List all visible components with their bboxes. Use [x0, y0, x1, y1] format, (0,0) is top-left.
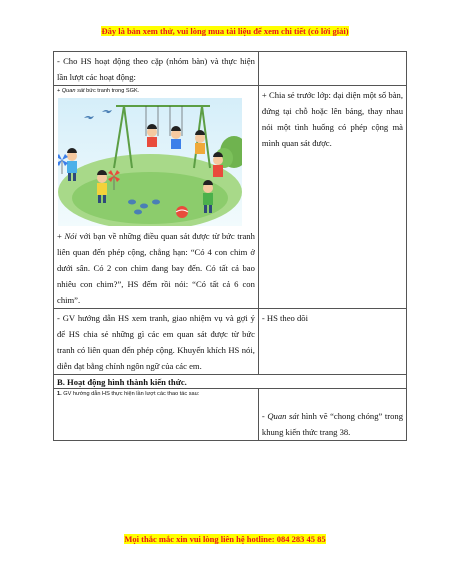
say-with-friend: + Nói với bạn về những điều quan sát được từ bức tranh liên quan đến phép cộng, chẳng hạn: “Có 4 con chim ở dưới sân. Có 2 con chim đang bay đến. Có tất cả bao nhiêu con chim?”, HS đếm rồi nói: “Có tất cả 6 con chim”.: [57, 231, 255, 305]
table-row: [54, 309, 407, 375]
header-notice: Đây là bản xem thử, vui lòng mua tài liệu để xem chi tiết (có lời giải): [101, 26, 349, 36]
child-figure: [171, 126, 181, 149]
steps-line: 1. GV hướng dẫn HS thực hiện lần lượt các thao tác sau:: [57, 391, 200, 397]
cell-share-class: + Chia sẻ trước lớp: đại diện một số bàn, đứng tại chỗ hoặc lên bảng, thay nhau nói một tình huống có phép cộng mà mình quan sát được.: [258, 86, 406, 309]
cell-teacher-steps: [54, 389, 259, 441]
ball-icon: [176, 206, 188, 218]
section-b-heading: B. Hoạt động hình thành kiến thức.: [54, 375, 407, 389]
table-row: [54, 389, 407, 441]
cell-observe-picture: [54, 86, 259, 309]
table-row: [54, 52, 407, 86]
cell-teacher-guide: - GV hướng dẫn HS xem tranh, giao nhiệm vụ và gợi ý để HS chia sẻ những gì các em quan sát được từ bức tranh có liên quan đến phép cộng. Khuyến khích HS nói, diễn đạt bằng chính ngôn ngữ của các em.: [54, 309, 259, 375]
picture-caption: + Quan sát bức tranh trong SGK.: [57, 88, 140, 94]
table-row: [54, 86, 407, 309]
table-row: [54, 375, 407, 389]
child-figure: [147, 124, 157, 147]
cell-observe-pinwheel: - Quan sát hình vẽ “chong chóng” trong khung kiến thức trang 38.: [258, 389, 406, 441]
cell-empty: [258, 52, 406, 86]
cell-pair-activity: - Cho HS hoạt động theo cặp (nhóm bàn) và thực hiện lần lượt các hoạt động:: [54, 52, 259, 86]
lesson-table: [53, 51, 407, 441]
cell-students-follow: - HS theo dõi: [258, 309, 406, 375]
footer-notice: Mọi thắc mắc xin vui lòng liên hệ hotline: 084 283 45 85: [124, 534, 326, 544]
playground-illustration: [58, 98, 242, 226]
